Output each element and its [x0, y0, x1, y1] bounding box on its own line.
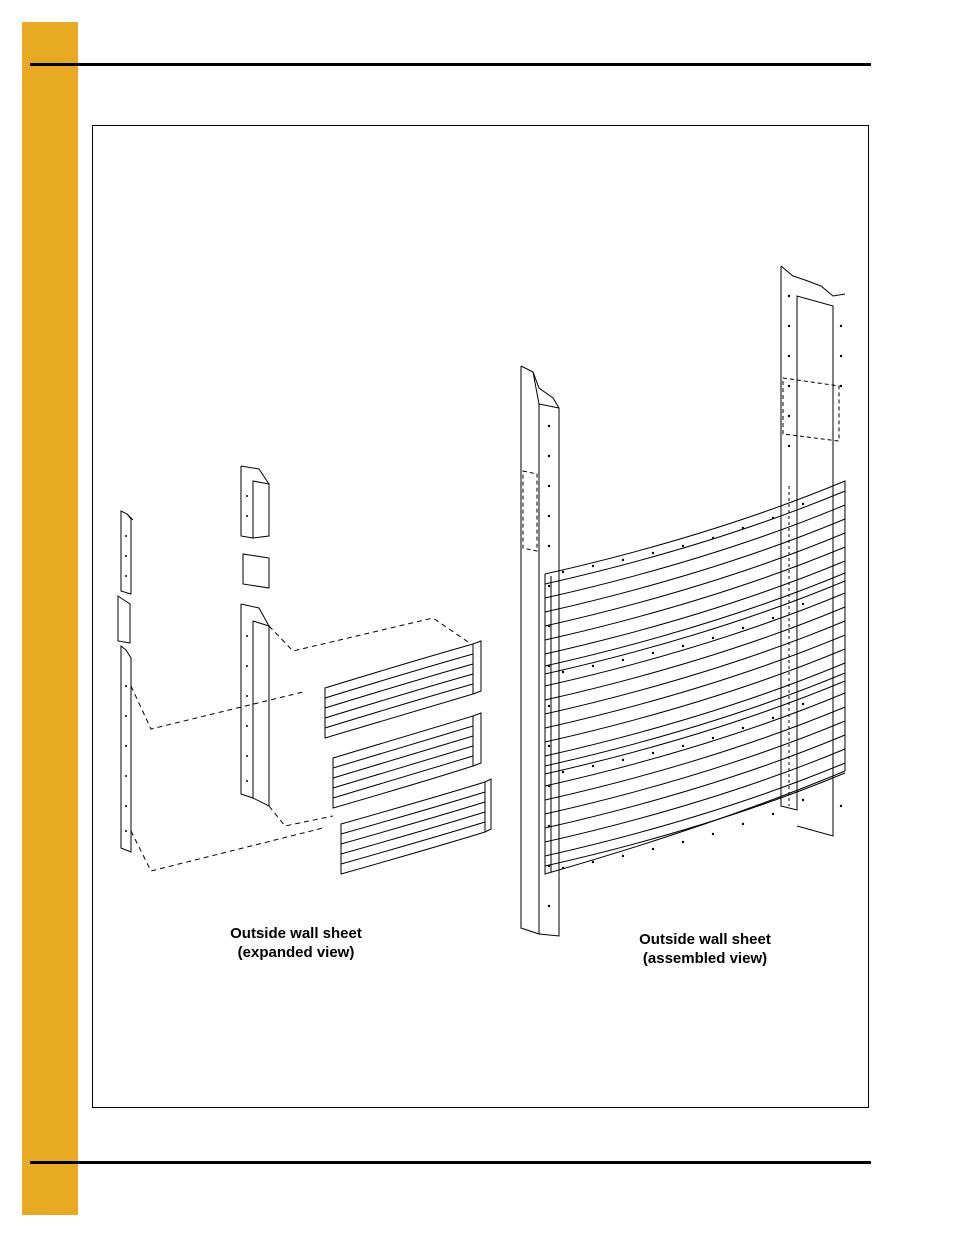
header-rule: [30, 63, 871, 66]
caption-expanded-line1: Outside wall sheet: [230, 925, 362, 942]
caption-assembled-view: [605, 930, 805, 968]
expanded-sheet-1: [325, 641, 481, 738]
figure-frame: [92, 125, 869, 1108]
expanded-left-stiffener: [118, 511, 133, 852]
alignment-lines: [131, 618, 471, 871]
expanded-sheet-3: [341, 779, 491, 874]
caption-expanded-view: [191, 924, 401, 962]
caption-assembled-line2: (assembled view): [642, 950, 768, 967]
expanded-sheet-2: [333, 713, 481, 808]
caption-assembled-line1: Outside wall sheet: [639, 931, 771, 948]
assembled-curved-sheets: [545, 481, 845, 874]
caption-expanded-line2: (expanded view): [237, 944, 355, 961]
assembled-left-stiffener: [521, 366, 559, 936]
expanded-middle-stiffener: [241, 466, 269, 806]
side-color-tab: [22, 22, 78, 1215]
footer-rule: [30, 1161, 871, 1164]
